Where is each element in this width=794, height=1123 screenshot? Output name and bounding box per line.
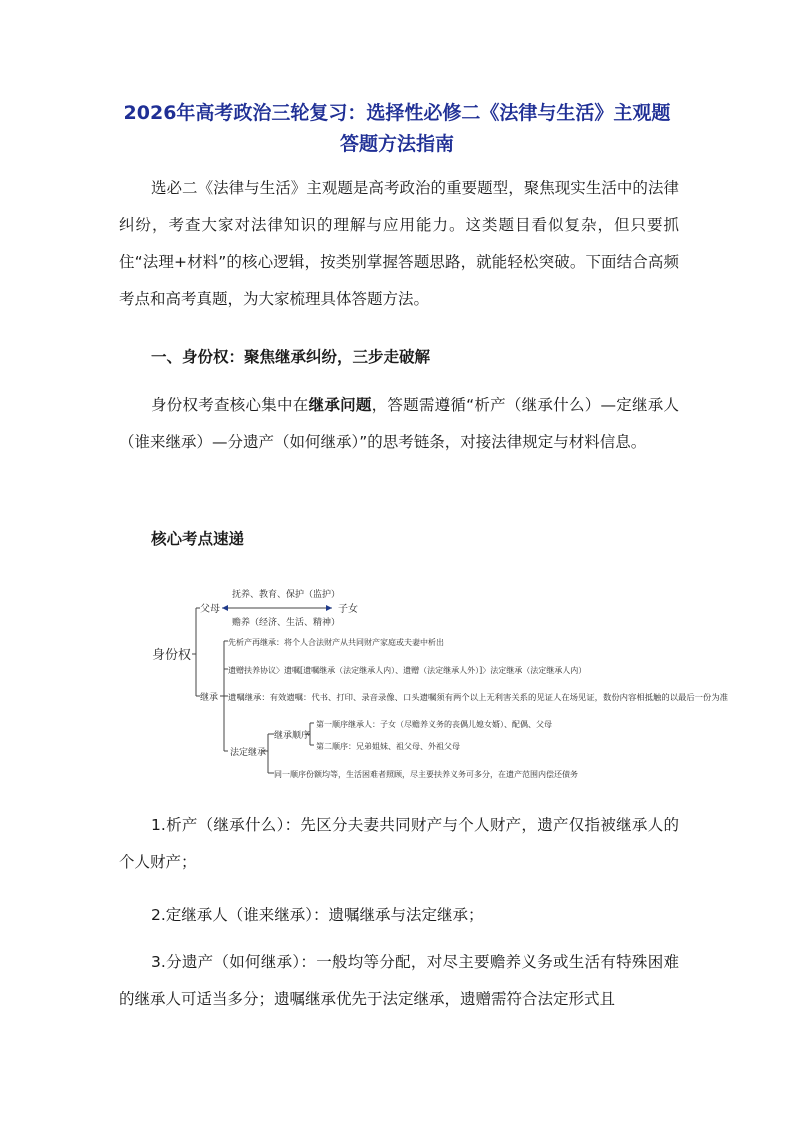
- bold-keyword: 继承问题: [308, 396, 372, 414]
- diagram-order: 继承顺序: [274, 731, 311, 741]
- point-3: 3.分遗产（如何继承）：一般均等分配，对尽主要赡养义务或生活有特殊困难的继承人可适当多分；遗嘱继承优先于法定继承，遗赠需符合法定形式且: [119, 953, 679, 1008]
- diagram-share: 同一顺序份额均等，生活困难者照顾，尽主要扶养义务可多分，在遗产范围内偿还债务: [274, 770, 578, 779]
- paragraph-text: 身份权考查核心集中在: [151, 396, 309, 414]
- diagram-root: 身份权: [152, 648, 192, 663]
- point-2: 2.定继承人（谁来继承）：遗嘱继承与法定继承；: [151, 906, 484, 924]
- diagram-duty-up: 赡养（经济、生活、精神）: [232, 618, 341, 628]
- document-title: [100, 98, 694, 160]
- title-line-2: 答题方法指南: [339, 133, 454, 155]
- diagram-rule-3: 遗嘱继承：有效遗嘱：代书、打印、录音录像、口头遗嘱须有两个以上无利害关系的见证人在场见证，数份内容相抵触的以最后一份为准: [228, 693, 708, 702]
- diagram-order-2: 第二顺序：兄弟姐妹、祖父母、外祖父母: [316, 742, 460, 751]
- diagram-order-1: 第一顺序继承人：子女（尽赡养义务的丧偶儿媳女婿）、配偶、父母: [316, 720, 552, 729]
- subheading: 核心考点速递: [151, 530, 245, 548]
- diagram-rule-2: 遗赠扶养协议〉遗嘱[遗嘱继承（法定继承人内）、遗赠（法定继承人外）]〉法定继承（法定继承人内）: [228, 666, 587, 675]
- title-line-1: 2026年高考政治三轮复习：选择性必修二《法律与生活》主观题: [123, 102, 671, 124]
- diagram-legal: 法定继承: [230, 748, 267, 758]
- diagram-rule-1: 先析产再继承：将个人合法财产从共同财产家庭或夫妻中析出: [228, 638, 444, 647]
- arrow-left-icon: [222, 605, 228, 611]
- paragraph-text: ，答题需遵循“析产（继承什么）—定继承人（谁来继承）—分遗产（如何继承）”的思考链条，对接法律规定与材料信息。: [119, 396, 679, 451]
- knowledge-diagram: [140, 568, 740, 788]
- section-paragraph: [119, 387, 679, 461]
- diagram-parents: 父母: [200, 604, 220, 615]
- intro-paragraph: 选必二《法律与生活》主观题是高考政治的重要题型，聚焦现实生活中的法律纠纷，考查大家对法律知识的理解与应用能力。这类题目看似复杂，但只要抓住“法理+材料”的核心逻辑，按类别掌握答题思路，就能轻松突破。下面结合高频考点和高考真题，为大家梳理具体答题方法。: [119, 179, 679, 308]
- diagram-inherit: 继承: [200, 693, 219, 703]
- point-1: 1.析产（继承什么）：先区分夫妻共同财产与个人财产，遗产仅指被继承人的个人财产；: [119, 816, 679, 871]
- arrow-right-icon: [326, 605, 332, 611]
- diagram-duty-down: 抚养、教育、保护（监护）: [232, 590, 341, 600]
- section-heading: 一、身份权：聚焦继承纠纷，三步走破解: [151, 348, 431, 366]
- diagram-children: 子女: [338, 604, 358, 615]
